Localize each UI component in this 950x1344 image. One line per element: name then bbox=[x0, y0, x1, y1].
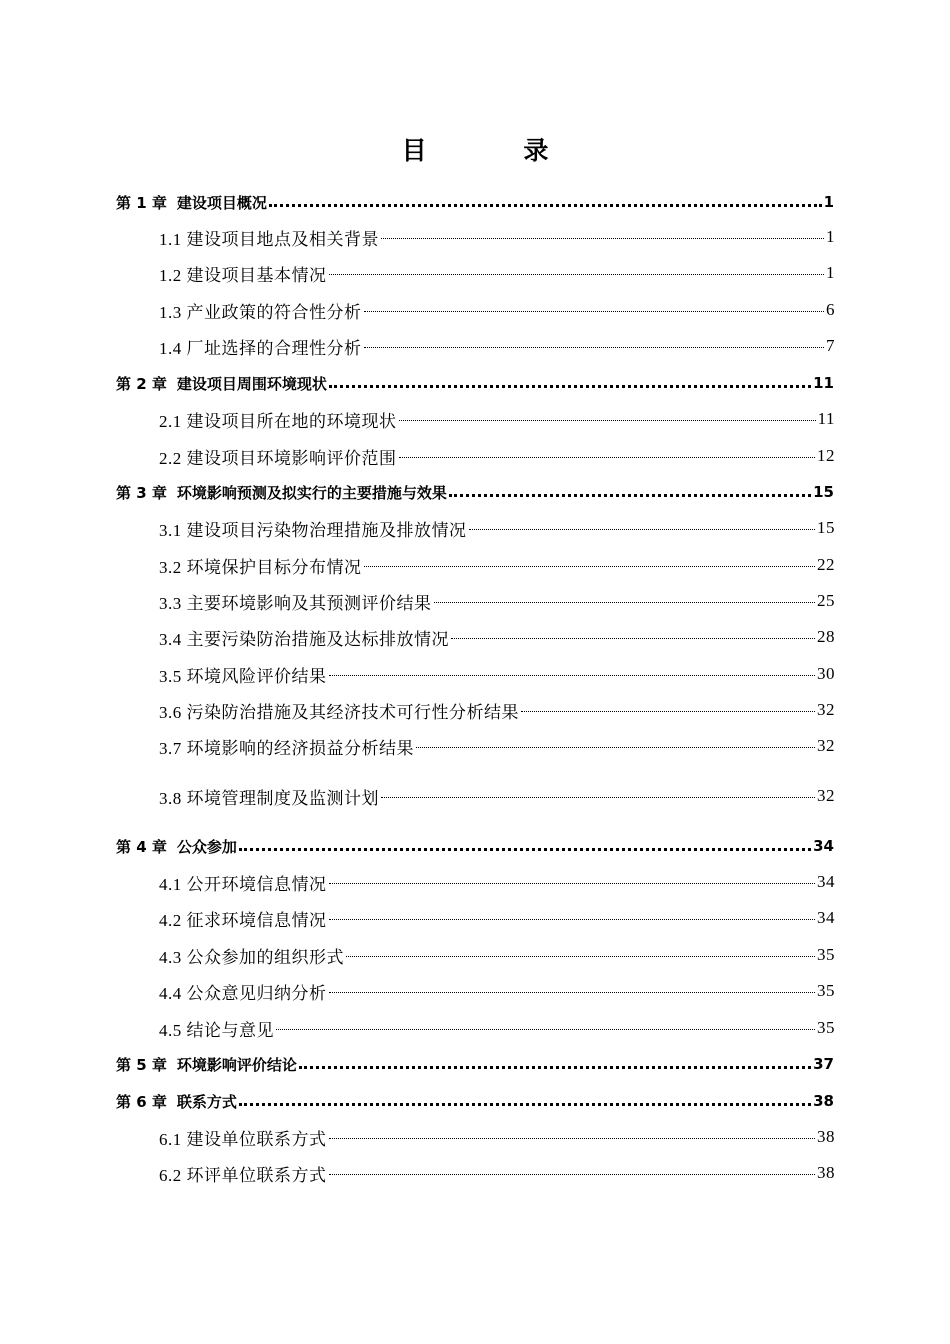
chapter-title: 环境影响评价结论 bbox=[176, 1055, 297, 1074]
toc-entry-title: 3.6 污染防治措施及其经济技术可行性分析结果 bbox=[159, 702, 519, 722]
dot-leader bbox=[239, 1103, 811, 1106]
toc-entry-title bbox=[116, 1091, 237, 1112]
page-number: 34 bbox=[817, 872, 835, 891]
toc-section-row[interactable] bbox=[0, 904, 950, 932]
page-number: 34 bbox=[817, 908, 835, 927]
dot-leader bbox=[449, 494, 811, 497]
page-number: 32 bbox=[817, 736, 835, 755]
dot-leader bbox=[329, 274, 825, 275]
page-number: 37 bbox=[813, 1055, 834, 1073]
dot-leader bbox=[521, 711, 815, 712]
dot-leader bbox=[469, 529, 816, 530]
toc-entry-title: 3.8 环境管理制度及监测计划 bbox=[159, 788, 379, 808]
toc-entry-title: 1.2 建设项目基本情况 bbox=[159, 265, 327, 285]
toc-entry-title: 3.7 环境影响的经济损益分析结果 bbox=[159, 738, 414, 758]
toc-section-row[interactable] bbox=[0, 623, 950, 651]
dot-leader bbox=[329, 675, 816, 676]
dot-leader bbox=[329, 385, 811, 388]
toc-section-row[interactable] bbox=[0, 782, 950, 810]
toc-entry-title bbox=[116, 1054, 297, 1075]
toc-entry-title: 1.1 建设项目地点及相关背景 bbox=[159, 229, 379, 249]
chapter-title: 公众参加 bbox=[176, 837, 237, 856]
toc-entry-title: 3.5 环境风险评价结果 bbox=[159, 666, 327, 686]
chapter-number: 第 5 章 bbox=[116, 1055, 167, 1074]
toc-entry-title: 1.4 厂址选择的合理性分析 bbox=[159, 338, 362, 358]
toc-section-row[interactable] bbox=[0, 442, 950, 470]
toc-entry-title: 6.1 建设单位联系方式 bbox=[159, 1129, 327, 1149]
dot-leader bbox=[346, 956, 815, 957]
toc-entry-title: 4.5 结论与意见 bbox=[159, 1020, 274, 1040]
toc-entry-title: 4.1 公开环境信息情况 bbox=[159, 874, 327, 894]
dot-leader bbox=[364, 347, 825, 348]
page-title: 目 录 bbox=[401, 136, 593, 165]
dot-leader bbox=[381, 797, 815, 798]
dot-leader bbox=[364, 566, 816, 567]
toc-chapter-row[interactable] bbox=[0, 369, 950, 397]
page-number: 11 bbox=[813, 374, 834, 392]
page-number: 32 bbox=[817, 786, 835, 805]
dot-leader bbox=[451, 638, 815, 639]
page-number: 38 bbox=[817, 1127, 835, 1146]
dot-leader bbox=[381, 238, 824, 239]
dot-leader bbox=[364, 311, 825, 312]
dot-leader bbox=[269, 204, 822, 207]
toc-section-row[interactable] bbox=[0, 941, 950, 969]
chapter-title: 建设项目概况 bbox=[176, 193, 267, 212]
page-number: 35 bbox=[817, 945, 835, 964]
toc-entry-title: 4.2 征求环境信息情况 bbox=[159, 910, 327, 930]
page-number: 1 bbox=[826, 263, 835, 282]
chapter-number: 第 6 章 bbox=[116, 1092, 167, 1111]
dot-leader bbox=[329, 992, 816, 993]
page-number: 22 bbox=[817, 555, 835, 574]
page-number: 12 bbox=[817, 446, 835, 465]
dot-leader bbox=[329, 883, 816, 884]
toc-chapter-row[interactable] bbox=[0, 1050, 950, 1078]
toc-section-row[interactable] bbox=[0, 1123, 950, 1151]
page-number: 30 bbox=[817, 664, 835, 683]
page-number: 1 bbox=[823, 193, 834, 211]
toc-entry-title bbox=[116, 482, 447, 503]
toc-entry-title: 3.2 环境保护目标分布情况 bbox=[159, 557, 362, 577]
dot-leader bbox=[416, 747, 815, 748]
page-number: 15 bbox=[817, 518, 835, 537]
dot-leader bbox=[276, 1029, 815, 1030]
toc-chapter-row[interactable] bbox=[0, 188, 950, 216]
dot-leader bbox=[399, 457, 816, 458]
toc-entry-title bbox=[116, 836, 237, 857]
toc-entry-title: 4.3 公众参加的组织形式 bbox=[159, 947, 344, 967]
dot-leader bbox=[239, 848, 811, 851]
toc-chapter-row[interactable] bbox=[0, 478, 950, 506]
page-number: 25 bbox=[817, 591, 835, 610]
toc-entry-title: 4.4 公众意见归纳分析 bbox=[159, 983, 327, 1003]
toc-entry-title bbox=[116, 373, 327, 394]
page-number: 32 bbox=[817, 700, 835, 719]
page-number: 38 bbox=[813, 1092, 834, 1110]
chapter-number: 第 2 章 bbox=[116, 374, 167, 393]
toc-section-row[interactable] bbox=[0, 405, 950, 433]
toc-section-row[interactable] bbox=[0, 696, 950, 724]
page-number: 11 bbox=[817, 409, 835, 428]
toc-entry-title: 2.2 建设项目环境影响评价范围 bbox=[159, 448, 397, 468]
toc-section-row[interactable] bbox=[0, 1014, 950, 1042]
toc-section-row[interactable] bbox=[0, 868, 950, 896]
toc-section-row[interactable] bbox=[0, 551, 950, 579]
chapter-number: 第 4 章 bbox=[116, 837, 167, 856]
dot-leader bbox=[299, 1066, 811, 1069]
dot-leader bbox=[399, 420, 816, 421]
page-number: 38 bbox=[817, 1163, 835, 1182]
page-number: 35 bbox=[817, 981, 835, 1000]
page-number: 7 bbox=[826, 336, 835, 355]
toc-section-row[interactable] bbox=[0, 732, 950, 760]
toc-entry-title bbox=[116, 192, 267, 213]
toc-entry-title: 2.1 建设项目所在地的环境现状 bbox=[159, 411, 397, 431]
toc-entry-title: 3.3 主要环境影响及其预测评价结果 bbox=[159, 593, 432, 613]
toc-entry-title: 3.1 建设项目污染物治理措施及排放情况 bbox=[159, 520, 467, 540]
toc-chapter-row[interactable] bbox=[0, 1087, 950, 1115]
dot-leader bbox=[329, 1174, 816, 1175]
chapter-title: 联系方式 bbox=[176, 1092, 237, 1111]
toc-section-row[interactable] bbox=[0, 223, 950, 251]
toc-section-row[interactable] bbox=[0, 660, 950, 688]
dot-leader bbox=[434, 602, 816, 603]
toc-section-row[interactable] bbox=[0, 332, 950, 360]
dot-leader bbox=[329, 919, 816, 920]
toc-entry-title: 6.2 环评单位联系方式 bbox=[159, 1165, 327, 1185]
toc-section-row[interactable] bbox=[0, 977, 950, 1005]
toc-entry-title: 1.3 产业政策的符合性分析 bbox=[159, 302, 362, 322]
toc-chapter-row[interactable] bbox=[0, 832, 950, 860]
dot-leader bbox=[329, 1138, 816, 1139]
toc-section-row[interactable] bbox=[0, 514, 950, 542]
page-number: 6 bbox=[826, 300, 835, 319]
toc-section-row[interactable] bbox=[0, 1159, 950, 1187]
page-number: 15 bbox=[813, 483, 834, 501]
page-number: 28 bbox=[817, 627, 835, 646]
toc-section-row[interactable] bbox=[0, 259, 950, 287]
toc-entry-title: 3.4 主要污染防治措施及达标排放情况 bbox=[159, 629, 449, 649]
chapter-number: 第 1 章 bbox=[116, 193, 167, 212]
chapter-number: 第 3 章 bbox=[116, 483, 167, 502]
page-number: 35 bbox=[817, 1018, 835, 1037]
toc-section-row[interactable] bbox=[0, 296, 950, 324]
page-number: 1 bbox=[826, 227, 835, 246]
toc-section-row[interactable] bbox=[0, 587, 950, 615]
chapter-title: 环境影响预测及拟实行的主要措施与效果 bbox=[176, 483, 447, 502]
chapter-title: 建设项目周围环境现状 bbox=[176, 374, 327, 393]
page-number: 34 bbox=[813, 837, 834, 855]
